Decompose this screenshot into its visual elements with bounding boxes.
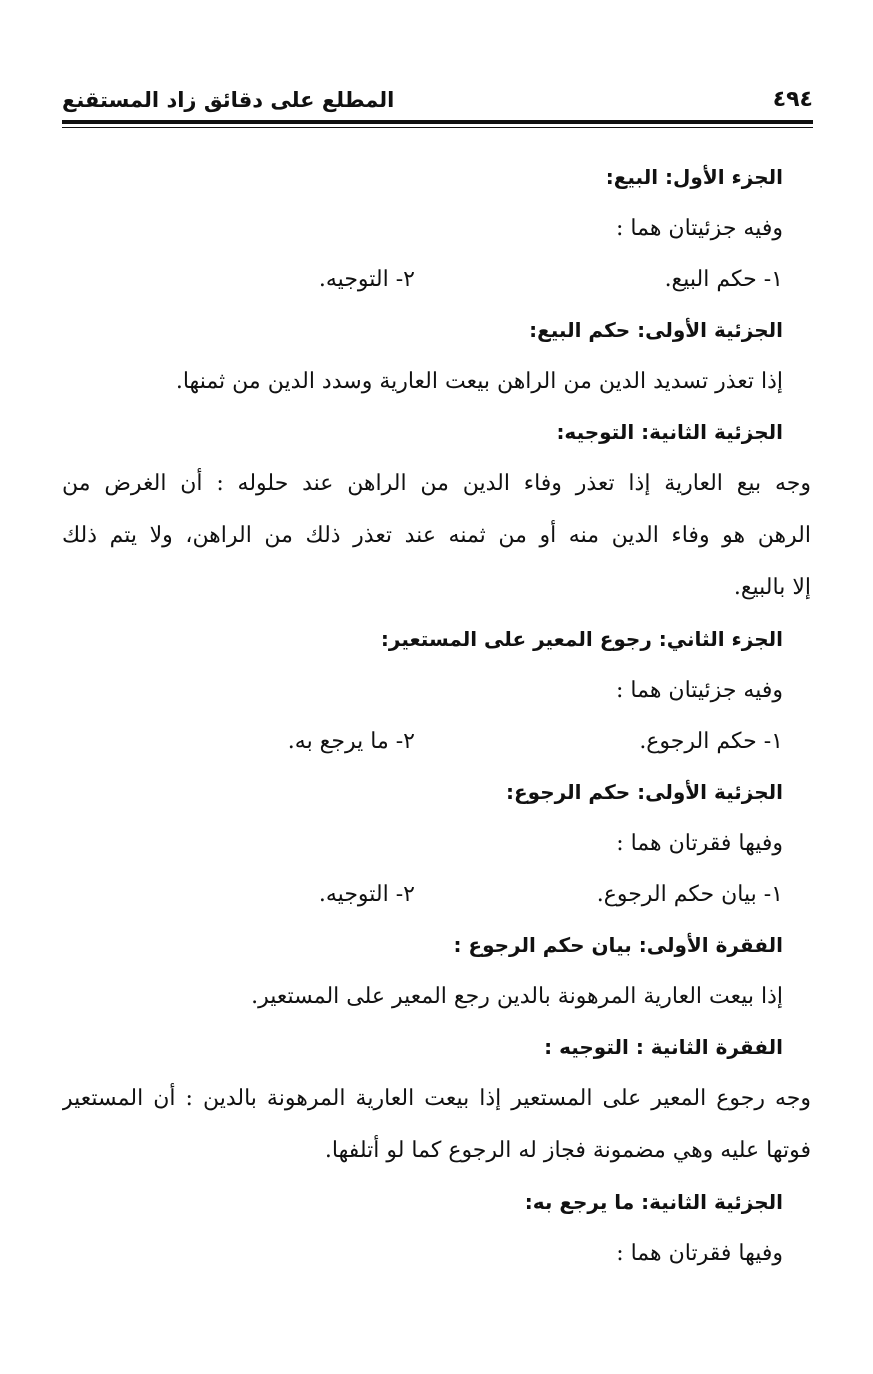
sub1-heading: الجزئية الأولى: حكم البيع: (529, 318, 783, 342)
part2-intro: وفيه جزئيتان هما : (616, 678, 783, 703)
para1-text: إذا بيعت العارية المرهونة بالدين رجع المعير على المستعير. (251, 984, 783, 1009)
para2-text-line-2: فوتها عليه وهي مضمونة فجاز له الرجوع كما لو أتلفها. (324, 1138, 811, 1163)
part2-items (62, 716, 783, 767)
part2-item-2: ٢- ما يرجع به. (287, 729, 415, 754)
part1-heading: الجزء الأول: البيع: (605, 165, 783, 189)
header-rule-thick (62, 120, 813, 124)
part1-intro: وفيه جزئيتان هما : (616, 216, 783, 241)
part1-item-1: ١- حكم البيع. (664, 267, 783, 292)
sub4-intro: وفيها فقرتان هما : (616, 1241, 783, 1266)
header-rule-thin (62, 127, 813, 128)
para1-heading: الفقرة الأولى: بيان حكم الرجوع : (453, 933, 783, 957)
sub3-items (62, 869, 783, 920)
sub3-item-2: ٢- التوجيه. (318, 882, 415, 907)
part1-items (62, 254, 783, 305)
sub2-heading: الجزئية الثانية: التوجيه: (556, 420, 783, 444)
sub4-heading: الجزئية الثانية: ما يرجع به: (524, 1190, 783, 1214)
para2-text-line-1: وجه رجوع المعير على المستعير إذا بيعت العارية المرهونة بالدين : أن المستعير (62, 1086, 811, 1111)
sub3-item-1: ١- بيان حكم الرجوع. (596, 882, 783, 907)
para2-heading: الفقرة الثانية : التوجيه : (544, 1035, 783, 1059)
page-number: ٤٩٤ (772, 87, 813, 112)
book-title: المطلع على دقائق زاد المستقنع (62, 88, 395, 112)
sub3-heading: الجزئية الأولى: حكم الرجوع: (506, 780, 783, 804)
running-header (62, 84, 813, 124)
sub2-text-line-1: وجه بيع العارية إذا تعذر وفاء الدين من الراهن عند حلوله : أن الغرض من (62, 471, 811, 496)
page-body (62, 152, 811, 1279)
part1-item-2: ٢- التوجيه. (318, 267, 415, 292)
part2-heading: الجزء الثاني: رجوع المعير على المستعير: (380, 627, 783, 651)
sub2-text-line-3: إلا بالبيع. (733, 575, 811, 600)
sub2-text-line-2: الرهن هو وفاء الدين منه أو من ثمنه عند تعذر ذلك من الراهن، ولا يتم ذلك (62, 523, 811, 548)
part2-item-1: ١- حكم الرجوع. (639, 729, 783, 754)
sub3-intro: وفيها فقرتان هما : (616, 831, 783, 856)
sub1-text: إذا تعذر تسديد الدين من الراهن بيعت العارية وسدد الدين من ثمنها. (175, 369, 783, 394)
